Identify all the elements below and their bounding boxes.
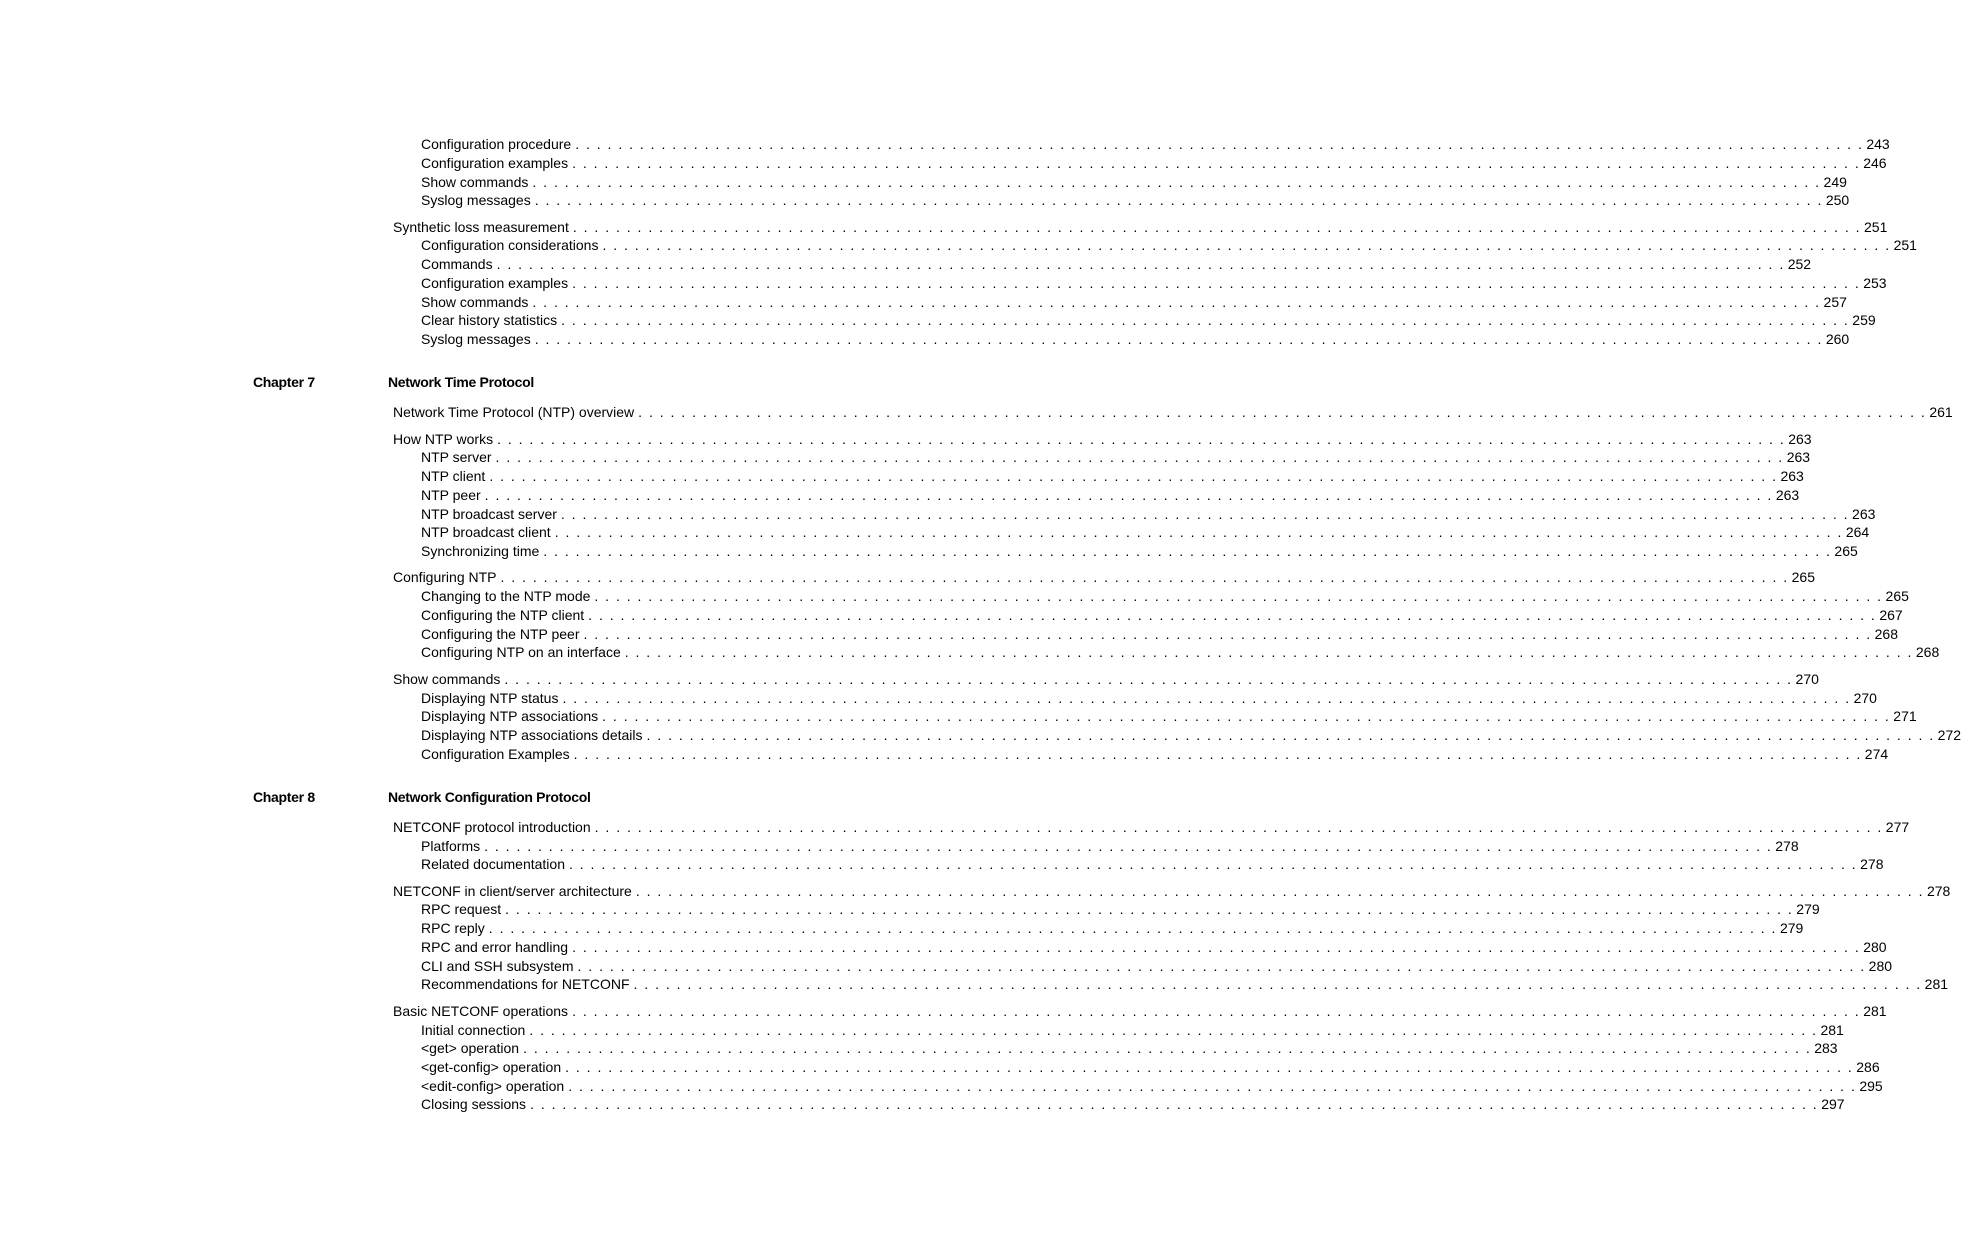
toc-entry-title: Closing sessions bbox=[421, 1096, 527, 1112]
toc-page-number: 295 bbox=[1859, 1078, 1883, 1094]
toc-page-number: 281 bbox=[1820, 1022, 1844, 1038]
toc-page-number: 279 bbox=[1779, 920, 1804, 936]
dot-leader: . . . . . . . . . . . . . . . . . . . . . . . . . . . . . . . . . . . . . . . . . . . . . . . . . . . . . . . . . . . . . . . . . . . . . . . . . . . . . . . . . . . . . . . . . . . . . . . . . . . . . . . . . . . . . . . . . . . . . . . . bbox=[572, 939, 1861, 955]
toc-section-entry[interactable] bbox=[393, 818, 1910, 836]
toc-entry-title: Initial connection bbox=[421, 1022, 526, 1038]
toc-page-number: 278 bbox=[1860, 856, 1884, 872]
toc-entry-title: Configuring the NTP client bbox=[421, 607, 585, 623]
toc-subsection-entry[interactable] bbox=[421, 191, 1850, 209]
toc-subsection-entry[interactable] bbox=[421, 975, 1949, 993]
toc-entry-title: Commands bbox=[421, 256, 493, 272]
dot-leader: . . . . . . . . . . . . . . . . . . . . . . . . . . . . . . . . . . . . . . . . . . . . . . . . . . . . . . . . . . . . . . . . . . . . . . . . . . . . . . . . . . . . . . . . . . . . . . . . . . . . . . . . . . . . . . . . . . . . . . . . bbox=[602, 237, 1891, 253]
toc-page-number: 265 bbox=[1834, 543, 1858, 559]
toc-subsection-entry[interactable] bbox=[421, 236, 1917, 254]
toc-subsection-entry[interactable] bbox=[421, 523, 1870, 541]
toc-entry-title: Network Time Protocol (NTP) overview bbox=[393, 404, 635, 420]
toc-entry-title: NTP broadcast server bbox=[421, 506, 557, 522]
toc-page-number: 283 bbox=[1814, 1040, 1838, 1056]
dot-leader: . . . . . . . . . . . . . . . . . . . . . . . . . . . . . . . . . . . . . . . . . . . . . . . . . . . . . . . . . . . . . . . . . . . . . . . . . . . . . . . . . . . . . . . . . . . . . . . . . . . . . . . . . . . . . . . . . . . . . . . . bbox=[560, 506, 1850, 522]
toc-entry-title: Platforms bbox=[421, 838, 481, 854]
chapter-title: Network Time Protocol bbox=[388, 374, 534, 390]
toc-subsection-entry[interactable] bbox=[421, 625, 1898, 643]
toc-page-number: 265 bbox=[1791, 569, 1815, 585]
toc-entry-title: Configuring NTP on an interface bbox=[421, 644, 621, 660]
dot-leader: . . . . . . . . . . . . . . . . . . . . . . . . . . . . . . . . . . . . . . . . . . . . . . . . . . . . . . . . . . . . . . . . . . . . . . . . . . . . . . . . . . . . . . . . . . . . . . . . . . . . . . . . . . . . . . . . . . . . . . . . bbox=[572, 219, 1861, 235]
toc-entry-title: NETCONF in client/server architecture bbox=[393, 883, 632, 899]
toc-page-number: 246 bbox=[1863, 155, 1887, 171]
toc-subsection-entry[interactable] bbox=[421, 606, 1903, 624]
toc-entry-title: Show commands bbox=[393, 671, 501, 687]
dot-leader: . . . . . . . . . . . . . . . . . . . . . . . . . . . . . . . . . . . . . . . . . . . . . . . . . . . . . . . . . . . . . . . . . . . . . . . . . . . . . . . . . . . . . . . . . . . . . . . . . . . . . . . . . . . . . . . . . . . . . . . . bbox=[500, 569, 1789, 585]
dot-leader: . . . . . . . . . . . . . . . . . . . . . . . . . . . . . . . . . . . . . . . . . . . . . . . . . . . . . . . . . . . . . . . . . . . . . . . . . . . . . . . . . . . . . . . . . . . . . . . . . . . . . . . . . . . . . . . . . . . . . . . . bbox=[594, 819, 1883, 835]
toc-entry-title: NETCONF protocol introduction bbox=[393, 819, 591, 835]
dot-leader: . . . . . . . . . . . . . . . . . . . . . . . . . . . . . . . . . . . . . . . . . . . . . . . . . . . . . . . . . . . . . . . . . . . . . . . . . . . . . . . . . . . . . . . . . . . . . . . . . . . . . . . . . . . . . . . . . . . . . . . . bbox=[497, 431, 1786, 447]
toc-entry-title: Synthetic loss measurement bbox=[393, 219, 569, 235]
toc-section-entry[interactable] bbox=[393, 568, 1815, 586]
dot-leader: . . . . . . . . . . . . . . . . . . . . . . . . . . . . . . . . . . . . . . . . . . . . . . . . . . . . . . . . . . . . . . . . . . . . . . . . . . . . . . . . . . . . . . . . . . . . . . . . . . . . . . . . . . . . . . . . . . . . . . . . bbox=[572, 275, 1861, 291]
dot-leader: . . . . . . . . . . . . . . . . . . . . . . . . . . . . . . . . . . . . . . . . . . . . . . . . . . . . . . . . . . . . . . . . . . . . . . . . . . . . . . . . . . . . . . . . . . . . . . . . . . . . . . . . . . . . . . . . . . . . . . . . bbox=[496, 256, 1785, 272]
toc-entry-title: Configuration examples bbox=[421, 275, 569, 291]
dot-leader: . . . . . . . . . . . . . . . . . . . . . . . . . . . . . . . . . . . . . . . . . . . . . . . . . . . . . . . . . . . . . . . . . . . . . . . . . . . . . . . . . . . . . . . . . . . . . . . . . . . . . . . . . . . . . . . . . . . . . . . . bbox=[534, 192, 1823, 208]
toc-entry-title: NTP broadcast client bbox=[421, 524, 551, 540]
toc-page-number: 271 bbox=[1893, 708, 1917, 724]
dot-leader: . . . . . . . . . . . . . . . . . . . . . . . . . . . . . . . . . . . . . . . . . . . . . . . . . . . . . . . . . . . . . . . . . . . . . . . . . . . . . . . . . . . . . . . . . . . . . . . . . . . . . . . . . . . . . . . . . . . . . . . . bbox=[543, 543, 1832, 559]
toc-entry-title: <get> operation bbox=[421, 1040, 520, 1056]
toc-subsection-entry[interactable] bbox=[421, 173, 1847, 191]
toc-subsection-entry[interactable] bbox=[421, 689, 1877, 707]
dot-leader: . . . . . . . . . . . . . . . . . . . . . . . . . . . . . . . . . . . . . . . . . . . . . . . . . . . . . . . . . . . . . . . . . . . . . . . . . . . . . . . . . . . . . . . . . . . . . . . . . . . . . . . . . . . . . . . . . . . . . . . . bbox=[504, 671, 1793, 687]
toc-page-number: 297 bbox=[1821, 1096, 1845, 1112]
toc-page-number: 278 bbox=[1775, 838, 1799, 854]
toc-page-number: 263 bbox=[1852, 506, 1876, 522]
dot-leader: . . . . . . . . . . . . . . . . . . . . . . . . . . . . . . . . . . . . . . . . . . . . . . . . . . . . . . . . . . . . . . . . . . . . . . . . . . . . . . . . . . . . . . . . . . . . . . . . . . . . . . . . . . . . . . . . . . . . . . . . bbox=[484, 838, 1773, 854]
toc-page-number: 268 bbox=[1915, 644, 1940, 660]
dot-leader: . . . . . . . . . . . . . . . . . . . . . . . . . . . . . . . . . . . . . . . . . . . . . . . . . . . . . . . . . . . . . . . . . . . . . . . . . . . . . . . . . . . . . . . . . . . . . . . . . . . . . . . . . . . . . . . . . . . . . . . . bbox=[635, 883, 1924, 899]
toc-page-number: 252 bbox=[1787, 256, 1812, 272]
toc-page-number: 281 bbox=[1863, 1003, 1887, 1019]
toc-subsection-entry[interactable] bbox=[421, 293, 1847, 311]
dot-leader: . . . . . . . . . . . . . . . . . . . . . . . . . . . . . . . . . . . . . . . . . . . . . . . . . . . . . . . . . . . . . . . . . . . . . . . . . . . . . . . . . . . . . . . . . . . . . . . . . . . . . . . . . . . . . . . . . . . . . . . . bbox=[489, 468, 1778, 484]
toc-subsection-entry[interactable] bbox=[421, 938, 1887, 956]
toc-entry-title: Configuration considerations bbox=[421, 237, 599, 253]
toc-subsection-entry[interactable] bbox=[421, 467, 1804, 485]
dot-leader: . . . . . . . . . . . . . . . . . . . . . . . . . . . . . . . . . . . . . . . . . . . . . . . . . . . . . . . . . . . . . . . . . . . . . . . . . . . . . . . . . . . . . . . . . . . . . . . . . . . . . . . . . . . . . . . . . . . . . . . . bbox=[495, 449, 1784, 465]
dot-leader: . . . . . . . . . . . . . . . . . . . . . . . . . . . . . . . . . . . . . . . . . . . . . . . . . . . . . . . . . . . . . . . . . . . . . . . . . . . . . . . . . . . . . . . . . . . . . . . . . . . . . . . . . . . . . . . . . . . . . . . . bbox=[572, 1003, 1861, 1019]
dot-leader: . . . . . . . . . . . . . . . . . . . . . . . . . . . . . . . . . . . . . . . . . . . . . . . . . . . . . . . . . . . . . . . . . . . . . . . . . . . . . . . . . . . . . . . . . . . . . . . . . . . . . . . . . . . . . . . . . . . . . . . . bbox=[646, 727, 1935, 743]
dot-leader: . . . . . . . . . . . . . . . . . . . . . . . . . . . . . . . . . . . . . . . . . . . . . . . . . . . . . . . . . . . . . . . . . . . . . . . . . . . . . . . . . . . . . . . . . . . . . . . . . . . . . . . . . . . . . . . . . . . . . . . . bbox=[633, 976, 1922, 992]
dot-leader: . . . . . . . . . . . . . . . . . . . . . . . . . . . . . . . . . . . . . . . . . . . . . . . . . . . . . . . . . . . . . . . . . . . . . . . . . . . . . . . . . . . . . . . . . . . . . . . . . . . . . . . . . . . . . . . . . . . . . . . . bbox=[484, 487, 1773, 503]
dot-leader: . . . . . . . . . . . . . . . . . . . . . . . . . . . . . . . . . . . . . . . . . . . . . . . . . . . . . . . . . . . . . . . . . . . . . . . . . . . . . . . . . . . . . . . . . . . . . . . . . . . . . . . . . . . . . . . . . . . . . . . . bbox=[638, 404, 1927, 420]
toc-subsection-entry[interactable] bbox=[421, 486, 1800, 504]
toc-subsection-entry[interactable] bbox=[421, 330, 1850, 348]
toc-page-number: 278 bbox=[1926, 883, 1951, 899]
dot-leader: . . . . . . . . . . . . . . . . . . . . . . . . . . . . . . . . . . . . . . . . . . . . . . . . . . . . . . . . . . . . . . . . . . . . . . . . . . . . . . . . . . . . . . . . . . . . . . . . . . . . . . . . . . . . . . . . . . . . . . . . bbox=[530, 1096, 1819, 1112]
toc-section-entry[interactable] bbox=[393, 1002, 1887, 1020]
toc-page-number: 279 bbox=[1796, 901, 1820, 917]
toc-page-number: 274 bbox=[1864, 746, 1889, 762]
toc-page-number: 263 bbox=[1788, 431, 1812, 447]
dot-leader: . . . . . . . . . . . . . . . . . . . . . . . . . . . . . . . . . . . . . . . . . . . . . . . . . . . . . . . . . . . . . . . . . . . . . . . . . . . . . . . . . . . . . . . . . . . . . . . . . . . . . . . . . . . . . . . . . . . . . . . . bbox=[554, 524, 1843, 540]
dot-leader: . . . . . . . . . . . . . . . . . . . . . . . . . . . . . . . . . . . . . . . . . . . . . . . . . . . . . . . . . . . . . . . . . . . . . . . . . . . . . . . . . . . . . . . . . . . . . . . . . . . . . . . . . . . . . . . . . . . . . . . . bbox=[488, 920, 1777, 936]
toc-page-number: 272 bbox=[1937, 727, 1961, 743]
toc-entry-title: NTP peer bbox=[421, 487, 481, 503]
toc-page-number: 263 bbox=[1786, 449, 1811, 465]
toc-entry-title: Synchronizing time bbox=[421, 543, 540, 559]
toc-page-number: 264 bbox=[1845, 524, 1870, 540]
toc-entry-title: RPC reply bbox=[421, 920, 485, 936]
toc-entry-title: Recommendations for NETCONF bbox=[421, 976, 630, 992]
toc-page-number: 270 bbox=[1853, 690, 1877, 706]
toc-page-number: 286 bbox=[1856, 1059, 1880, 1075]
toc-entry-title: Displaying NTP associations bbox=[421, 708, 599, 724]
toc-subsection-entry[interactable] bbox=[421, 1095, 1845, 1113]
toc-entry-title: RPC request bbox=[421, 901, 502, 917]
toc-entry-title: Configuration procedure bbox=[421, 136, 572, 152]
dot-leader: . . . . . . . . . . . . . . . . . . . . . . . . . . . . . . . . . . . . . . . . . . . . . . . . . . . . . . . . . . . . . . . . . . . . . . . . . . . . . . . . . . . . . . . . . . . . . . . . . . . . . . . . . . . . . . . . . . . . . . . . bbox=[572, 155, 1861, 171]
toc-entry-title: CLI and SSH subsystem bbox=[421, 958, 574, 974]
toc-subsection-entry[interactable] bbox=[421, 311, 1876, 329]
toc-section-entry[interactable] bbox=[393, 670, 1819, 688]
dot-leader: . . . . . . . . . . . . . . . . . . . . . . . . . . . . . . . . . . . . . . . . . . . . . . . . . . . . . . . . . . . . . . . . . . . . . . . . . . . . . . . . . . . . . . . . . . . . . . . . . . . . . . . . . . . . . . . . . . . . . . . . bbox=[573, 746, 1862, 762]
dot-leader: . . . . . . . . . . . . . . . . . . . . . . . . . . . . . . . . . . . . . . . . . . . . . . . . . . . . . . . . . . . . . . . . . . . . . . . . . . . . . . . . . . . . . . . . . . . . . . . . . . . . . . . . . . . . . . . . . . . . . . . . bbox=[575, 136, 1864, 152]
toc-section-entry[interactable] bbox=[393, 403, 1953, 421]
dot-leader: . . . . . . . . . . . . . . . . . . . . . . . . . . . . . . . . . . . . . . . . . . . . . . . . . . . . . . . . . . . . . . . . . . . . . . . . . . . . . . . . . . . . . . . . . . . . . . . . . . . . . . . . . . . . . . . . . . . . . . . . bbox=[577, 958, 1866, 974]
toc-subsection-entry[interactable] bbox=[421, 900, 1820, 918]
toc-entry-title: Displaying NTP status bbox=[421, 690, 559, 706]
toc-entry-title: <get-config> operation bbox=[421, 1059, 562, 1075]
toc-entry-title: Displaying NTP associations details bbox=[421, 727, 643, 743]
toc-page-number: 251 bbox=[1893, 237, 1917, 253]
toc-subsection-entry[interactable] bbox=[421, 448, 1811, 466]
toc-entry-title: Show commands bbox=[421, 294, 529, 310]
toc-page-number: 277 bbox=[1885, 819, 1910, 835]
toc-page-number: 243 bbox=[1866, 136, 1890, 152]
dot-leader: . . . . . . . . . . . . . . . . . . . . . . . . . . . . . . . . . . . . . . . . . . . . . . . . . . . . . . . . . . . . . . . . . . . . . . . . . . . . . . . . . . . . . . . . . . . . . . . . . . . . . . . . . . . . . . . . . . . . . . . . bbox=[602, 708, 1891, 724]
toc-page-number: 253 bbox=[1863, 275, 1887, 291]
toc-subsection-entry[interactable] bbox=[421, 274, 1887, 292]
toc-entry-title: NTP server bbox=[421, 449, 492, 465]
toc-subsection-entry[interactable] bbox=[421, 542, 1858, 560]
toc-entry-title: RPC and error handling bbox=[421, 939, 569, 955]
toc-subsection-entry[interactable] bbox=[421, 505, 1876, 523]
toc-subsection-entry[interactable] bbox=[421, 745, 1889, 763]
toc-page-number: 259 bbox=[1852, 312, 1876, 328]
toc-subsection-entry[interactable] bbox=[421, 837, 1799, 855]
toc-page-number: 263 bbox=[1775, 487, 1800, 503]
toc-subsection-entry[interactable] bbox=[421, 1077, 1883, 1095]
dot-leader: . . . . . . . . . . . . . . . . . . . . . . . . . . . . . . . . . . . . . . . . . . . . . . . . . . . . . . . . . . . . . . . . . . . . . . . . . . . . . . . . . . . . . . . . . . . . . . . . . . . . . . . . . . . . . . . . . . . . . . . . bbox=[562, 690, 1851, 706]
toc-page-number: 267 bbox=[1879, 607, 1903, 623]
toc-page-number: 280 bbox=[1863, 939, 1887, 955]
toc-subsection-entry[interactable] bbox=[421, 726, 1961, 744]
toc-subsection-entry[interactable] bbox=[421, 707, 1917, 725]
toc-entry-title: Related documentation bbox=[421, 856, 565, 872]
dot-leader: . . . . . . . . . . . . . . . . . . . . . . . . . . . . . . . . . . . . . . . . . . . . . . . . . . . . . . . . . . . . . . . . . . . . . . . . . . . . . . . . . . . . . . . . . . . . . . . . . . . . . . . . . . . . . . . . . . . . . . . . bbox=[624, 644, 1913, 660]
dot-leader: . . . . . . . . . . . . . . . . . . . . . . . . . . . . . . . . . . . . . . . . . . . . . . . . . . . . . . . . . . . . . . . . . . . . . . . . . . . . . . . . . . . . . . . . . . . . . . . . . . . . . . . . . . . . . . . . . . . . . . . . bbox=[561, 312, 1850, 328]
toc-subsection-entry[interactable] bbox=[421, 255, 1812, 273]
chapter-label: Chapter 7 bbox=[253, 374, 315, 390]
toc-entry-title: How NTP works bbox=[393, 431, 494, 447]
toc-page-number: 281 bbox=[1924, 976, 1949, 992]
dot-leader: . . . . . . . . . . . . . . . . . . . . . . . . . . . . . . . . . . . . . . . . . . . . . . . . . . . . . . . . . . . . . . . . . . . . . . . . . . . . . . . . . . . . . . . . . . . . . . . . . . . . . . . . . . . . . . . . . . . . . . . . bbox=[565, 1059, 1854, 1075]
toc-section-entry[interactable] bbox=[393, 430, 1812, 448]
toc-page-number: 265 bbox=[1885, 588, 1909, 604]
toc-subsection-entry[interactable] bbox=[421, 135, 1890, 153]
toc-entry-title: Configuration examples bbox=[421, 155, 569, 171]
toc-entry-title: Configuration Examples bbox=[421, 746, 570, 762]
dot-leader: . . . . . . . . . . . . . . . . . . . . . . . . . . . . . . . . . . . . . . . . . . . . . . . . . . . . . . . . . . . . . . . . . . . . . . . . . . . . . . . . . . . . . . . . . . . . . . . . . . . . . . . . . . . . . . . . . . . . . . . . bbox=[523, 1040, 1812, 1056]
toc-subsection-entry[interactable] bbox=[421, 1021, 1844, 1039]
toc-entry-title: Configuring the NTP peer bbox=[421, 626, 580, 642]
toc-page-number: 280 bbox=[1868, 958, 1893, 974]
toc-entry-title: Syslog messages bbox=[421, 192, 531, 208]
toc-page-number: 250 bbox=[1825, 192, 1850, 208]
dot-leader: . . . . . . . . . . . . . . . . . . . . . . . . . . . . . . . . . . . . . . . . . . . . . . . . . . . . . . . . . . . . . . . . . . . . . . . . . . . . . . . . . . . . . . . . . . . . . . . . . . . . . . . . . . . . . . . . . . . . . . . . bbox=[594, 588, 1883, 604]
toc-page-number: 257 bbox=[1823, 294, 1847, 310]
dot-leader: . . . . . . . . . . . . . . . . . . . . . . . . . . . . . . . . . . . . . . . . . . . . . . . . . . . . . . . . . . . . . . . . . . . . . . . . . . . . . . . . . . . . . . . . . . . . . . . . . . . . . . . . . . . . . . . . . . . . . . . . bbox=[534, 331, 1823, 347]
toc-subsection-entry[interactable] bbox=[421, 1039, 1838, 1057]
dot-leader: . . . . . . . . . . . . . . . . . . . . . . . . . . . . . . . . . . . . . . . . . . . . . . . . . . . . . . . . . . . . . . . . . . . . . . . . . . . . . . . . . . . . . . . . . . . . . . . . . . . . . . . . . . . . . . . . . . . . . . . . bbox=[532, 294, 1821, 310]
toc-subsection-entry[interactable] bbox=[421, 919, 1804, 937]
dot-leader: . . . . . . . . . . . . . . . . . . . . . . . . . . . . . . . . . . . . . . . . . . . . . . . . . . . . . . . . . . . . . . . . . . . . . . . . . . . . . . . . . . . . . . . . . . . . . . . . . . . . . . . . . . . . . . . . . . . . . . . . bbox=[588, 607, 1877, 623]
toc-entry-title: Configuring NTP bbox=[393, 569, 497, 585]
dot-leader: . . . . . . . . . . . . . . . . . . . . . . . . . . . . . . . . . . . . . . . . . . . . . . . . . . . . . . . . . . . . . . . . . . . . . . . . . . . . . . . . . . . . . . . . . . . . . . . . . . . . . . . . . . . . . . . . . . . . . . . . bbox=[568, 1078, 1857, 1094]
toc-subsection-entry[interactable] bbox=[421, 643, 1940, 661]
dot-leader: . . . . . . . . . . . . . . . . . . . . . . . . . . . . . . . . . . . . . . . . . . . . . . . . . . . . . . . . . . . . . . . . . . . . . . . . . . . . . . . . . . . . . . . . . . . . . . . . . . . . . . . . . . . . . . . . . . . . . . . . bbox=[569, 856, 1858, 872]
toc-entry-title: Changing to the NTP mode bbox=[421, 588, 591, 604]
toc-subsection-entry[interactable] bbox=[421, 587, 1909, 605]
toc-section-entry[interactable] bbox=[393, 882, 1951, 900]
toc-subsection-entry[interactable] bbox=[421, 855, 1884, 873]
toc-page-number: 251 bbox=[1864, 219, 1888, 235]
toc-entry-title: <edit-config> operation bbox=[421, 1078, 565, 1094]
toc-page-number: 268 bbox=[1874, 626, 1898, 642]
toc-page-number: 260 bbox=[1825, 331, 1850, 347]
toc-subsection-entry[interactable] bbox=[421, 154, 1887, 172]
toc-subsection-entry[interactable] bbox=[421, 1058, 1880, 1076]
dot-leader: . . . . . . . . . . . . . . . . . . . . . . . . . . . . . . . . . . . . . . . . . . . . . . . . . . . . . . . . . . . . . . . . . . . . . . . . . . . . . . . . . . . . . . . . . . . . . . . . . . . . . . . . . . . . . . . . . . . . . . . . bbox=[505, 901, 1794, 917]
toc-entry-title: Clear history statistics bbox=[421, 312, 558, 328]
toc-entry-title: Syslog messages bbox=[421, 331, 531, 347]
toc-entry-title: Show commands bbox=[421, 174, 529, 190]
toc-page-number: 263 bbox=[1780, 468, 1804, 484]
toc-page-number: 270 bbox=[1795, 671, 1819, 687]
toc-subsection-entry[interactable] bbox=[421, 957, 1893, 975]
dot-leader: . . . . . . . . . . . . . . . . . . . . . . . . . . . . . . . . . . . . . . . . . . . . . . . . . . . . . . . . . . . . . . . . . . . . . . . . . . . . . . . . . . . . . . . . . . . . . . . . . . . . . . . . . . . . . . . . . . . . . . . . bbox=[583, 626, 1872, 642]
toc-entry-title: NTP client bbox=[421, 468, 486, 484]
dot-leader: . . . . . . . . . . . . . . . . . . . . . . . . . . . . . . . . . . . . . . . . . . . . . . . . . . . . . . . . . . . . . . . . . . . . . . . . . . . . . . . . . . . . . . . . . . . . . . . . . . . . . . . . . . . . . . . . . . . . . . . . bbox=[532, 174, 1821, 190]
dot-leader: . . . . . . . . . . . . . . . . . . . . . . . . . . . . . . . . . . . . . . . . . . . . . . . . . . . . . . . . . . . . . . . . . . . . . . . . . . . . . . . . . . . . . . . . . . . . . . . . . . . . . . . . . . . . . . . . . . . . . . . . bbox=[529, 1022, 1818, 1038]
chapter-title: Network Configuration Protocol bbox=[388, 789, 591, 805]
toc-section-entry[interactable] bbox=[393, 218, 1888, 236]
chapter-label: Chapter 8 bbox=[253, 789, 315, 805]
toc-entry-title: Basic NETCONF operations bbox=[393, 1003, 569, 1019]
toc-page-number: 261 bbox=[1929, 404, 1953, 420]
toc-page-number: 249 bbox=[1823, 174, 1847, 190]
